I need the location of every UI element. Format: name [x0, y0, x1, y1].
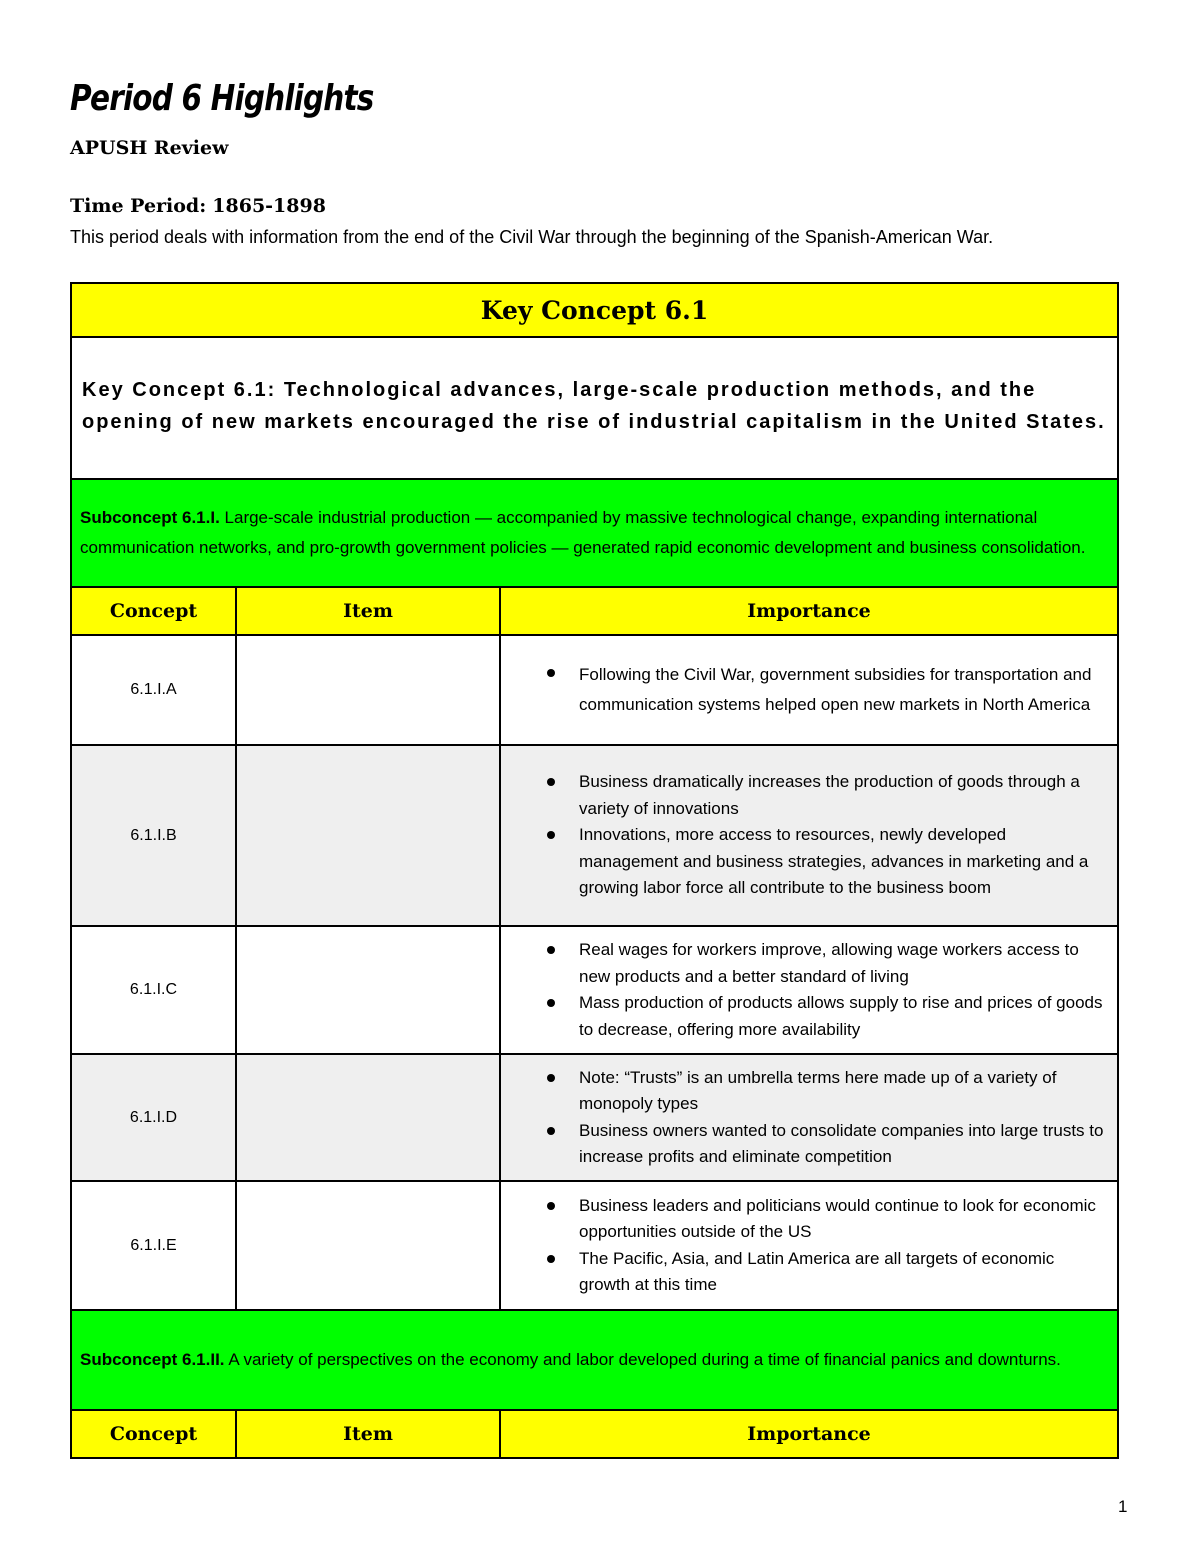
intro-text: This period deals with information from the end of the Civil War through the beginning of the Spanish-American War. — [70, 227, 994, 247]
concept-cell: 6.1.I.D — [71, 1054, 236, 1181]
importance-cell — [500, 745, 1118, 926]
importance-bullet: Innovations, more access to resources, newly developed management and business strategies, advances in marketing and a growing labor force all contribute to the business boom — [541, 822, 1105, 902]
table-row — [71, 1181, 1118, 1310]
document-title: Period 6 Highlights — [70, 78, 374, 119]
concept-cell: 6.1.I.E — [71, 1181, 236, 1310]
importance-bullet: Business dramatically increases the production of goods through a variety of innovations — [541, 769, 1105, 822]
item-cell — [236, 1181, 500, 1310]
table-row — [71, 745, 1118, 926]
column-header-importance: Importance — [500, 1410, 1118, 1458]
column-header-concept: Concept — [71, 1410, 236, 1458]
importance-cell — [500, 926, 1118, 1054]
importance-bullet: Note: “Trusts” is an umbrella terms here made up of a variety of monopoly types — [541, 1065, 1105, 1118]
importance-cell — [500, 1181, 1118, 1310]
subconcept-6-1-i — [71, 479, 1118, 587]
column-header-item: Item — [236, 1410, 500, 1458]
column-header-importance: Importance — [500, 587, 1118, 635]
item-cell — [236, 745, 500, 926]
subconcept-text: Large-scale industrial production — accompanied by massive technological change, expanding international communication networks, and pro-growth government policies — generated rapid economic development and business consolidation. — [80, 508, 1086, 557]
column-header-concept: Concept — [71, 587, 236, 635]
importance-bullet: Business owners wanted to consolidate companies into large trusts to increase profits and eliminate competition — [541, 1118, 1105, 1171]
item-cell — [236, 1054, 500, 1181]
table-row — [71, 635, 1118, 745]
time-period-label: Time Period: — [70, 195, 207, 217]
key-concept-description: Key Concept 6.1: Technological advances, large-scale production methods, and the opening of new markets encouraged the rise of industrial capitalism in the United States. — [71, 337, 1118, 479]
subconcept-label: Subconcept 6.1.II. — [80, 1350, 225, 1369]
subconcept-label: Subconcept 6.1.I. — [80, 508, 220, 527]
concept-cell: 6.1.I.C — [71, 926, 236, 1054]
importance-cell — [500, 635, 1118, 745]
key-concept-table — [70, 282, 1119, 1459]
time-period — [70, 195, 326, 217]
importance-cell — [500, 1054, 1118, 1181]
table-row — [71, 1054, 1118, 1181]
subconcept-6-1-ii — [71, 1310, 1118, 1410]
page-number: 1 — [1118, 1497, 1128, 1516]
importance-bullet: The Pacific, Asia, and Latin America are all targets of economic growth at this time — [541, 1246, 1105, 1299]
concept-cell: 6.1.I.B — [71, 745, 236, 926]
column-header-item: Item — [236, 587, 500, 635]
importance-bullet: Business leaders and politicians would continue to look for economic opportunities outside of the US — [541, 1193, 1105, 1246]
table-row — [71, 926, 1118, 1054]
importance-bullet: Following the Civil War, government subsidies for transportation and communication systems helped open new markets in North America — [541, 660, 1105, 720]
subconcept-text: A variety of perspectives on the economy and labor developed during a time of financial panics and downturns. — [224, 1350, 1061, 1369]
time-period-value: 1865-1898 — [212, 195, 326, 217]
item-cell — [236, 635, 500, 745]
key-concept-heading: Key Concept 6.1 — [71, 283, 1118, 337]
importance-bullet: Real wages for workers improve, allowing wage workers access to new products and a better standard of living — [541, 937, 1105, 990]
item-cell — [236, 926, 500, 1054]
document-subtitle: APUSH Review — [70, 137, 229, 159]
concept-cell: 6.1.I.A — [71, 635, 236, 745]
importance-bullet: Mass production of products allows supply to rise and prices of goods to decrease, offering more availability — [541, 990, 1105, 1043]
